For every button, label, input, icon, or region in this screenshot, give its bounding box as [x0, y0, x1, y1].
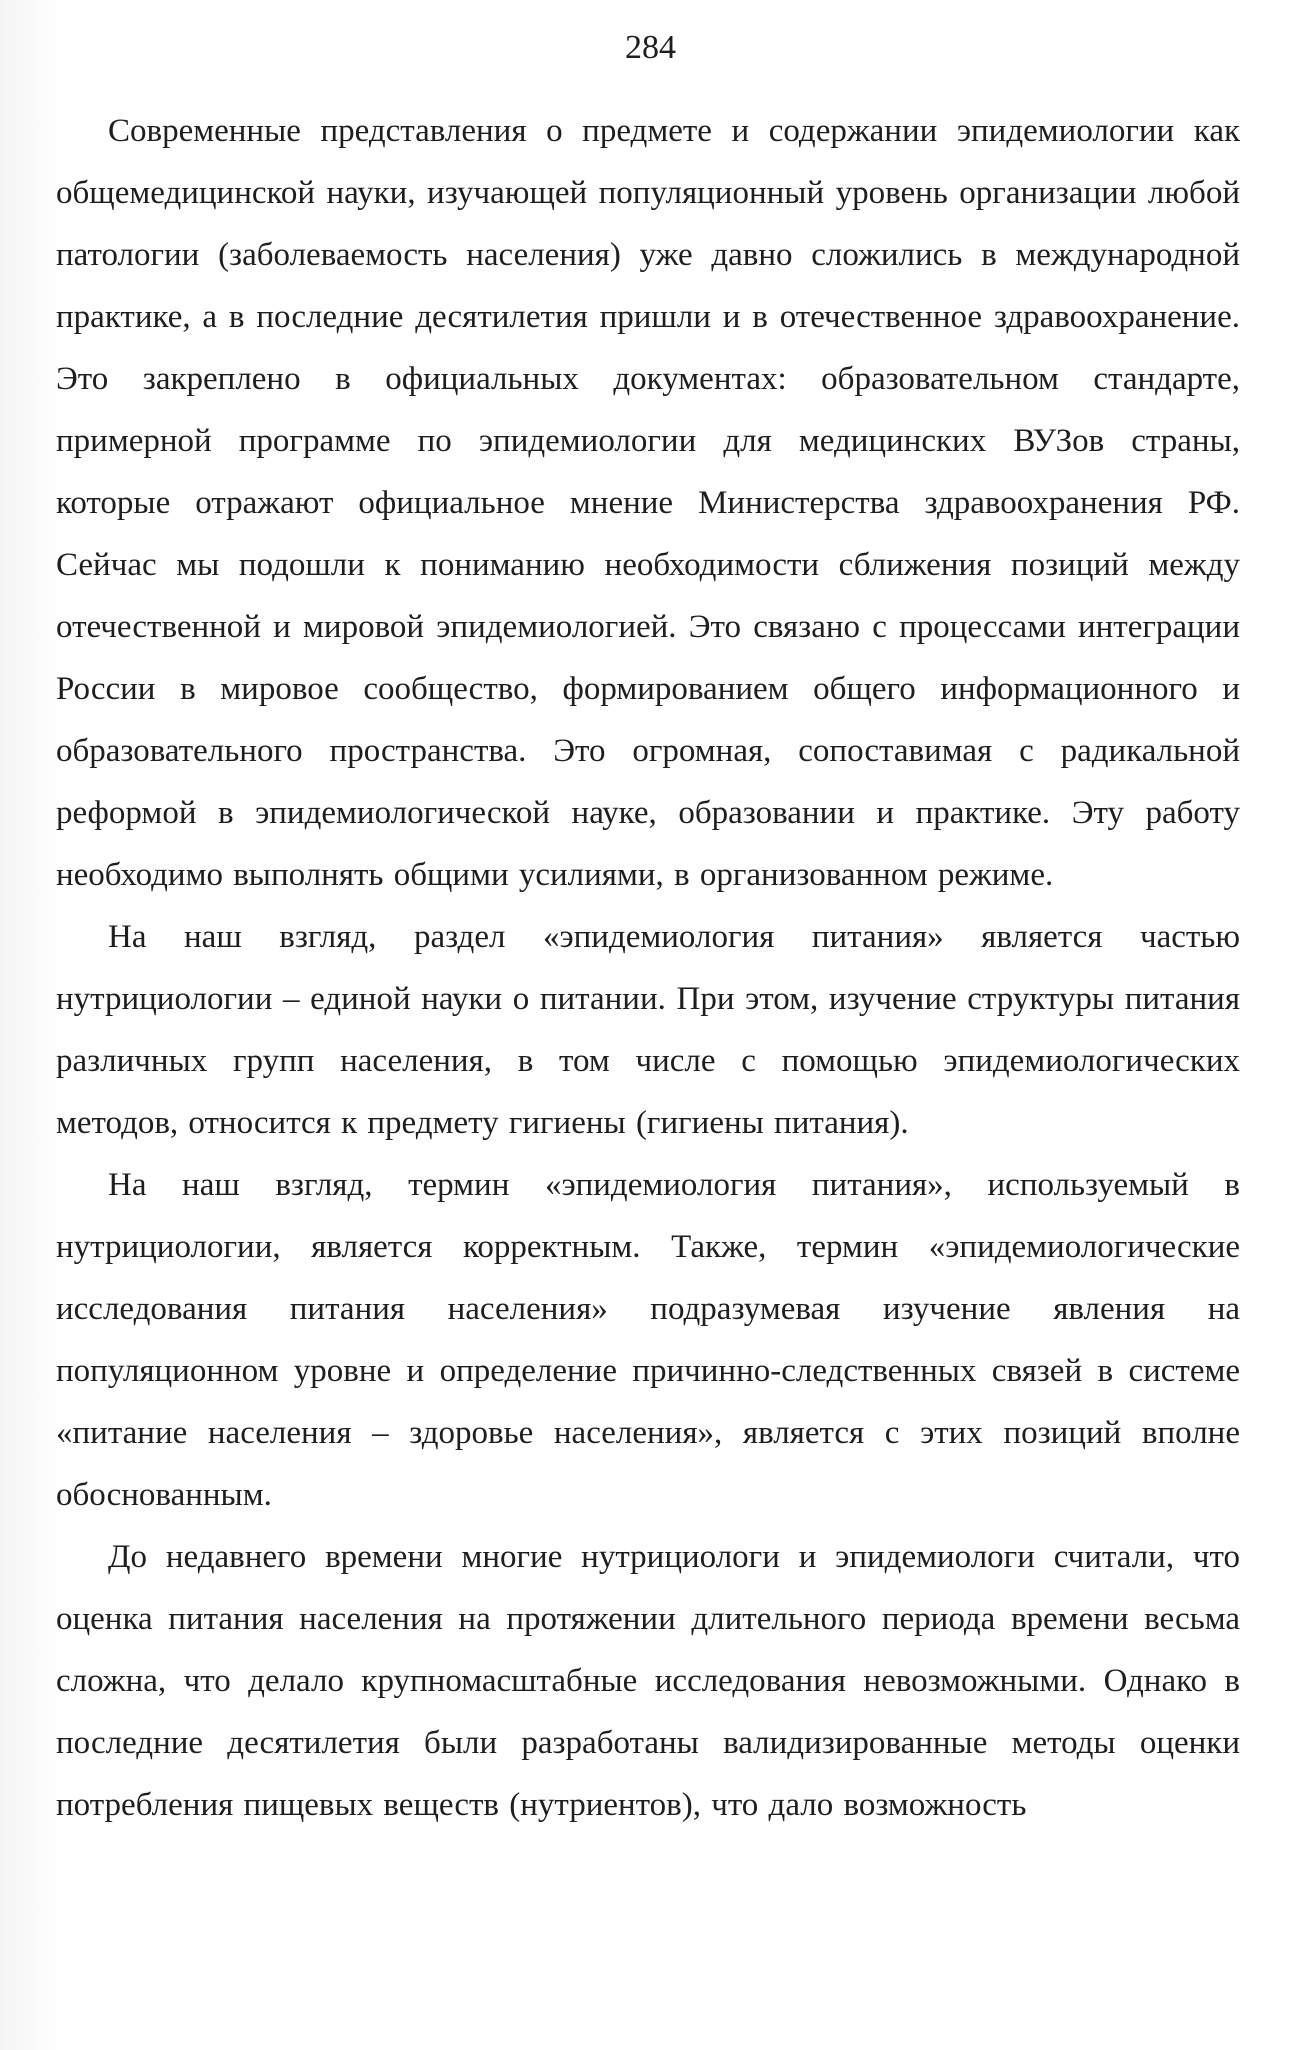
paragraph-1: Современные представления о предмете и содержании эпидемиологии как общемедицинской науки, изучающей популяционный уровень организации любой патологии (заболеваемость населения) уже давно сложились в международной практике, а в последние десятилетия пришли и в отечественное здравоохранение. Это закреплено в официальных документах: образовательном стандарте, примерной программе по эпидемиологии для медицинских ВУЗов страны, которые отражают официальное мнение Министерства здравоохранения РФ. Сейчас мы подошли к пониманию необходимости сближения позиций между отечественной и мировой эпидемиологией. Это связано с процессами интеграции России в мировое сообщество, формированием общего информационного и образовательного пространства. Это огромная, сопоставимая с радикальной реформой в эпидемиологической науке, образовании и практике. Эту работу необходимо выполнять общими усилиями, в организованном режиме. [56, 113, 1240, 893]
binding-shadow [0, 0, 60, 2050]
page-number: 284 [625, 29, 676, 66]
paragraph-4: До недавнего времени многие нутрициологи и эпидемиологи считали, что оценка питания населения на протяжении длительного периода времени весьма сложна, что делало крупномасштабные исследования невозможными. Однако в последние десятилетия были разработаны валидизированные методы оценки потребления пищевых веществ (нутриентов), что дало возможность [56, 1539, 1240, 1823]
paragraph-2: На наш взгляд, раздел «эпидемиология питания» является частью нутрициологии – единой науки о питании. При этом, изучение структуры питания различных групп населения, в том числе с помощью эпидемиологических методов, относится к предмету гигиены (гигиены питания). [56, 919, 1240, 1141]
body-text [56, 100, 1240, 1836]
paragraph-3: На наш взгляд, термин «эпидемиология питания», используемый в нутрициологии, является корректным. Также, термин «эпидемиологические исследования питания населения» подразумевая изучение явления на популяционном уровне и определение причинно-следственных связей в системе «питание населения – здоровье населения», является с этих позиций вполне обоснованным. [56, 1167, 1240, 1513]
